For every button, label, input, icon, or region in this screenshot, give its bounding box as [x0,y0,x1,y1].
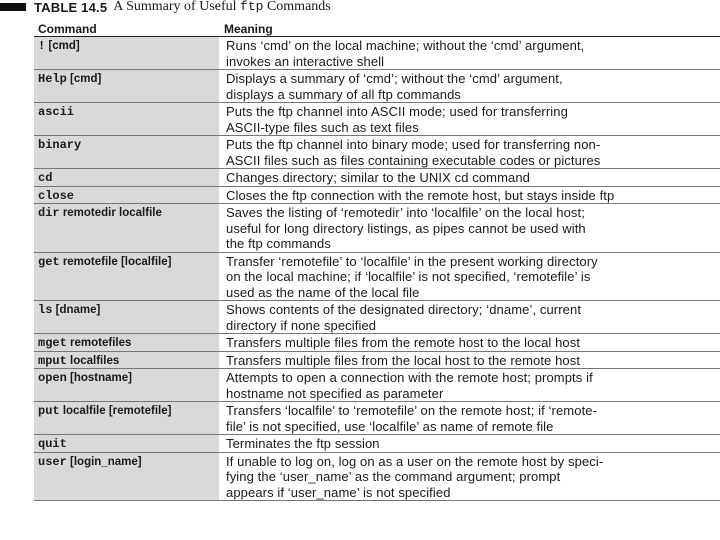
command-cell [34,453,220,501]
table-body [34,37,720,501]
table-row [34,402,720,435]
meaning-line: appears if ‘user_name’ is not specified [226,484,451,500]
command-argument: remotedir localfile [62,207,162,219]
meaning-line: hostname not specified as parameter [226,385,444,401]
meaning-line: Puts the ftp channel into ASCII mode; used for transferring [226,104,568,119]
command-keyword: user [38,454,67,469]
command-cell [34,334,220,351]
meaning-line: useful for long directory listings, as pipes cannot be used with [226,220,586,236]
table-row [34,103,720,136]
meaning-cell [220,169,720,186]
table-header [34,22,720,37]
table-row [34,187,720,205]
meaning-line: ASCII-type files such as text files [226,119,419,135]
header-command: Command [38,22,97,36]
meaning-cell [220,369,720,401]
command-cell [34,169,220,186]
command-cell [34,301,220,333]
command-argument: [login_name] [70,455,142,468]
meaning-line: Attempts to open a connection with the remote host; prompts if [226,370,593,385]
command-argument: localfile [remotefile] [62,405,172,417]
command-cell [34,136,220,168]
meaning-cell [220,402,720,434]
meaning-line: Saves the listing of ‘remotedir’ into ‘localfile’ on the local host; [226,205,585,220]
meaning-cell [220,70,720,102]
table-row [34,204,720,253]
command-argument: [cmd] [70,73,102,85]
table-row [34,453,720,502]
meaning-line: Puts the ftp channel into binary mode; used for transferring non- [226,137,601,152]
meaning-line: Terminates the ftp session [226,436,380,451]
meaning-cell [220,301,720,333]
command-cell [34,253,220,301]
command-keyword: mput [38,353,67,368]
command-cell [34,352,220,369]
command-keyword: close [38,188,75,203]
table-row [34,70,720,103]
meaning-cell [220,187,720,204]
meaning-cell [220,453,720,501]
meaning-cell [220,253,720,301]
meaning-line: Transfer ‘remotefile’ to ‘localfile’ in the present working directory [226,253,598,269]
table-row [34,301,720,334]
table-row [34,369,720,402]
command-argument: remotefiles [70,337,132,349]
meaning-line: on the local machine; if ‘localfile’ is not specified, ‘remotefile’ is [226,269,591,284]
command-keyword: ls [38,303,53,317]
meaning-line: Closes the ftp connection with the remote host, but stays inside ftp [226,187,615,203]
table-row [34,253,720,302]
title-suffix: Commands [266,0,331,14]
command-cell [34,435,220,452]
command-cell [34,187,220,204]
table-row [34,352,720,370]
command-cell [34,70,220,102]
table-caption [0,0,720,14]
command-keyword: ascii [38,105,75,119]
command-keyword: put [38,404,60,418]
header-meaning: Meaning [224,22,273,36]
command-cell [34,37,220,69]
meaning-cell [220,334,720,351]
command-argument: remotefile [localfile] [62,255,172,268]
command-keyword: open [38,371,67,385]
meaning-line: Displays a summary of ‘cmd’; without the ‘cmd’ argument, [226,71,563,86]
command-cell [34,402,220,434]
command-keyword: quit [38,437,67,451]
command-argument: [dname] [55,304,101,316]
command-argument: [cmd] [48,40,80,52]
meaning-line: invokes an interactive shell [226,53,385,69]
meaning-cell [220,136,720,168]
command-argument: [hostname] [70,372,132,384]
meaning-line: Transfers multiple files from the local host to the remote host [226,352,581,368]
command-keyword: Help [38,72,67,86]
meaning-line: fying the ‘user_name’ as the command argument; prompt [226,469,561,484]
command-keyword: binary [38,138,82,152]
meaning-line: Transfers multiple files from the remote host to the local host [226,335,581,350]
table-title [113,0,330,15]
meaning-line: ASCII files such as files containing executable codes or pictures [226,152,601,168]
table-row [34,334,720,352]
meaning-line: If unable to log on, log on as a user on the remote host by speci- [226,453,604,469]
command-cell [34,204,220,252]
meaning-line: Transfers ‘localfile’ to ‘remotefile’ on the remote host; if ‘remote- [226,403,598,418]
command-cell [34,103,220,135]
caption-marker [0,3,26,11]
table-row [34,435,720,453]
command-keyword: cd [38,171,53,185]
command-keyword: ! [38,39,46,53]
table-label: TABLE 14.5 [34,0,108,15]
meaning-line: Changes directory; similar to the UNIX cd command [226,170,531,185]
command-keyword: mget [38,336,67,350]
command-argument: localfiles [70,354,120,367]
title-code: ftp [240,0,264,14]
title-prefix: A Summary of Useful [113,0,237,14]
table-row [34,37,720,70]
command-keyword: get [38,254,60,269]
table-row [34,169,720,187]
command-keyword: dir [38,206,60,220]
meaning-line: the ftp commands [226,236,331,251]
meaning-cell [220,37,720,69]
table-row [34,136,720,169]
command-cell [34,369,220,401]
meaning-line: displays a summary of all ftp commands [226,86,461,102]
meaning-cell [220,352,720,369]
meaning-cell [220,435,720,452]
meaning-line: Runs ‘cmd’ on the local machine; without the ‘cmd’ argument, [226,38,585,53]
meaning-line: Shows contents of the designated directory; ‘dname’, current [226,302,582,317]
meaning-line: used as the name of the local file [226,284,420,300]
meaning-line: file’ is not specified, use ‘localfile’ as name of remote file [226,418,554,434]
meaning-cell [220,204,720,252]
meaning-cell [220,103,720,135]
meaning-line: directory if none specified [226,317,377,333]
